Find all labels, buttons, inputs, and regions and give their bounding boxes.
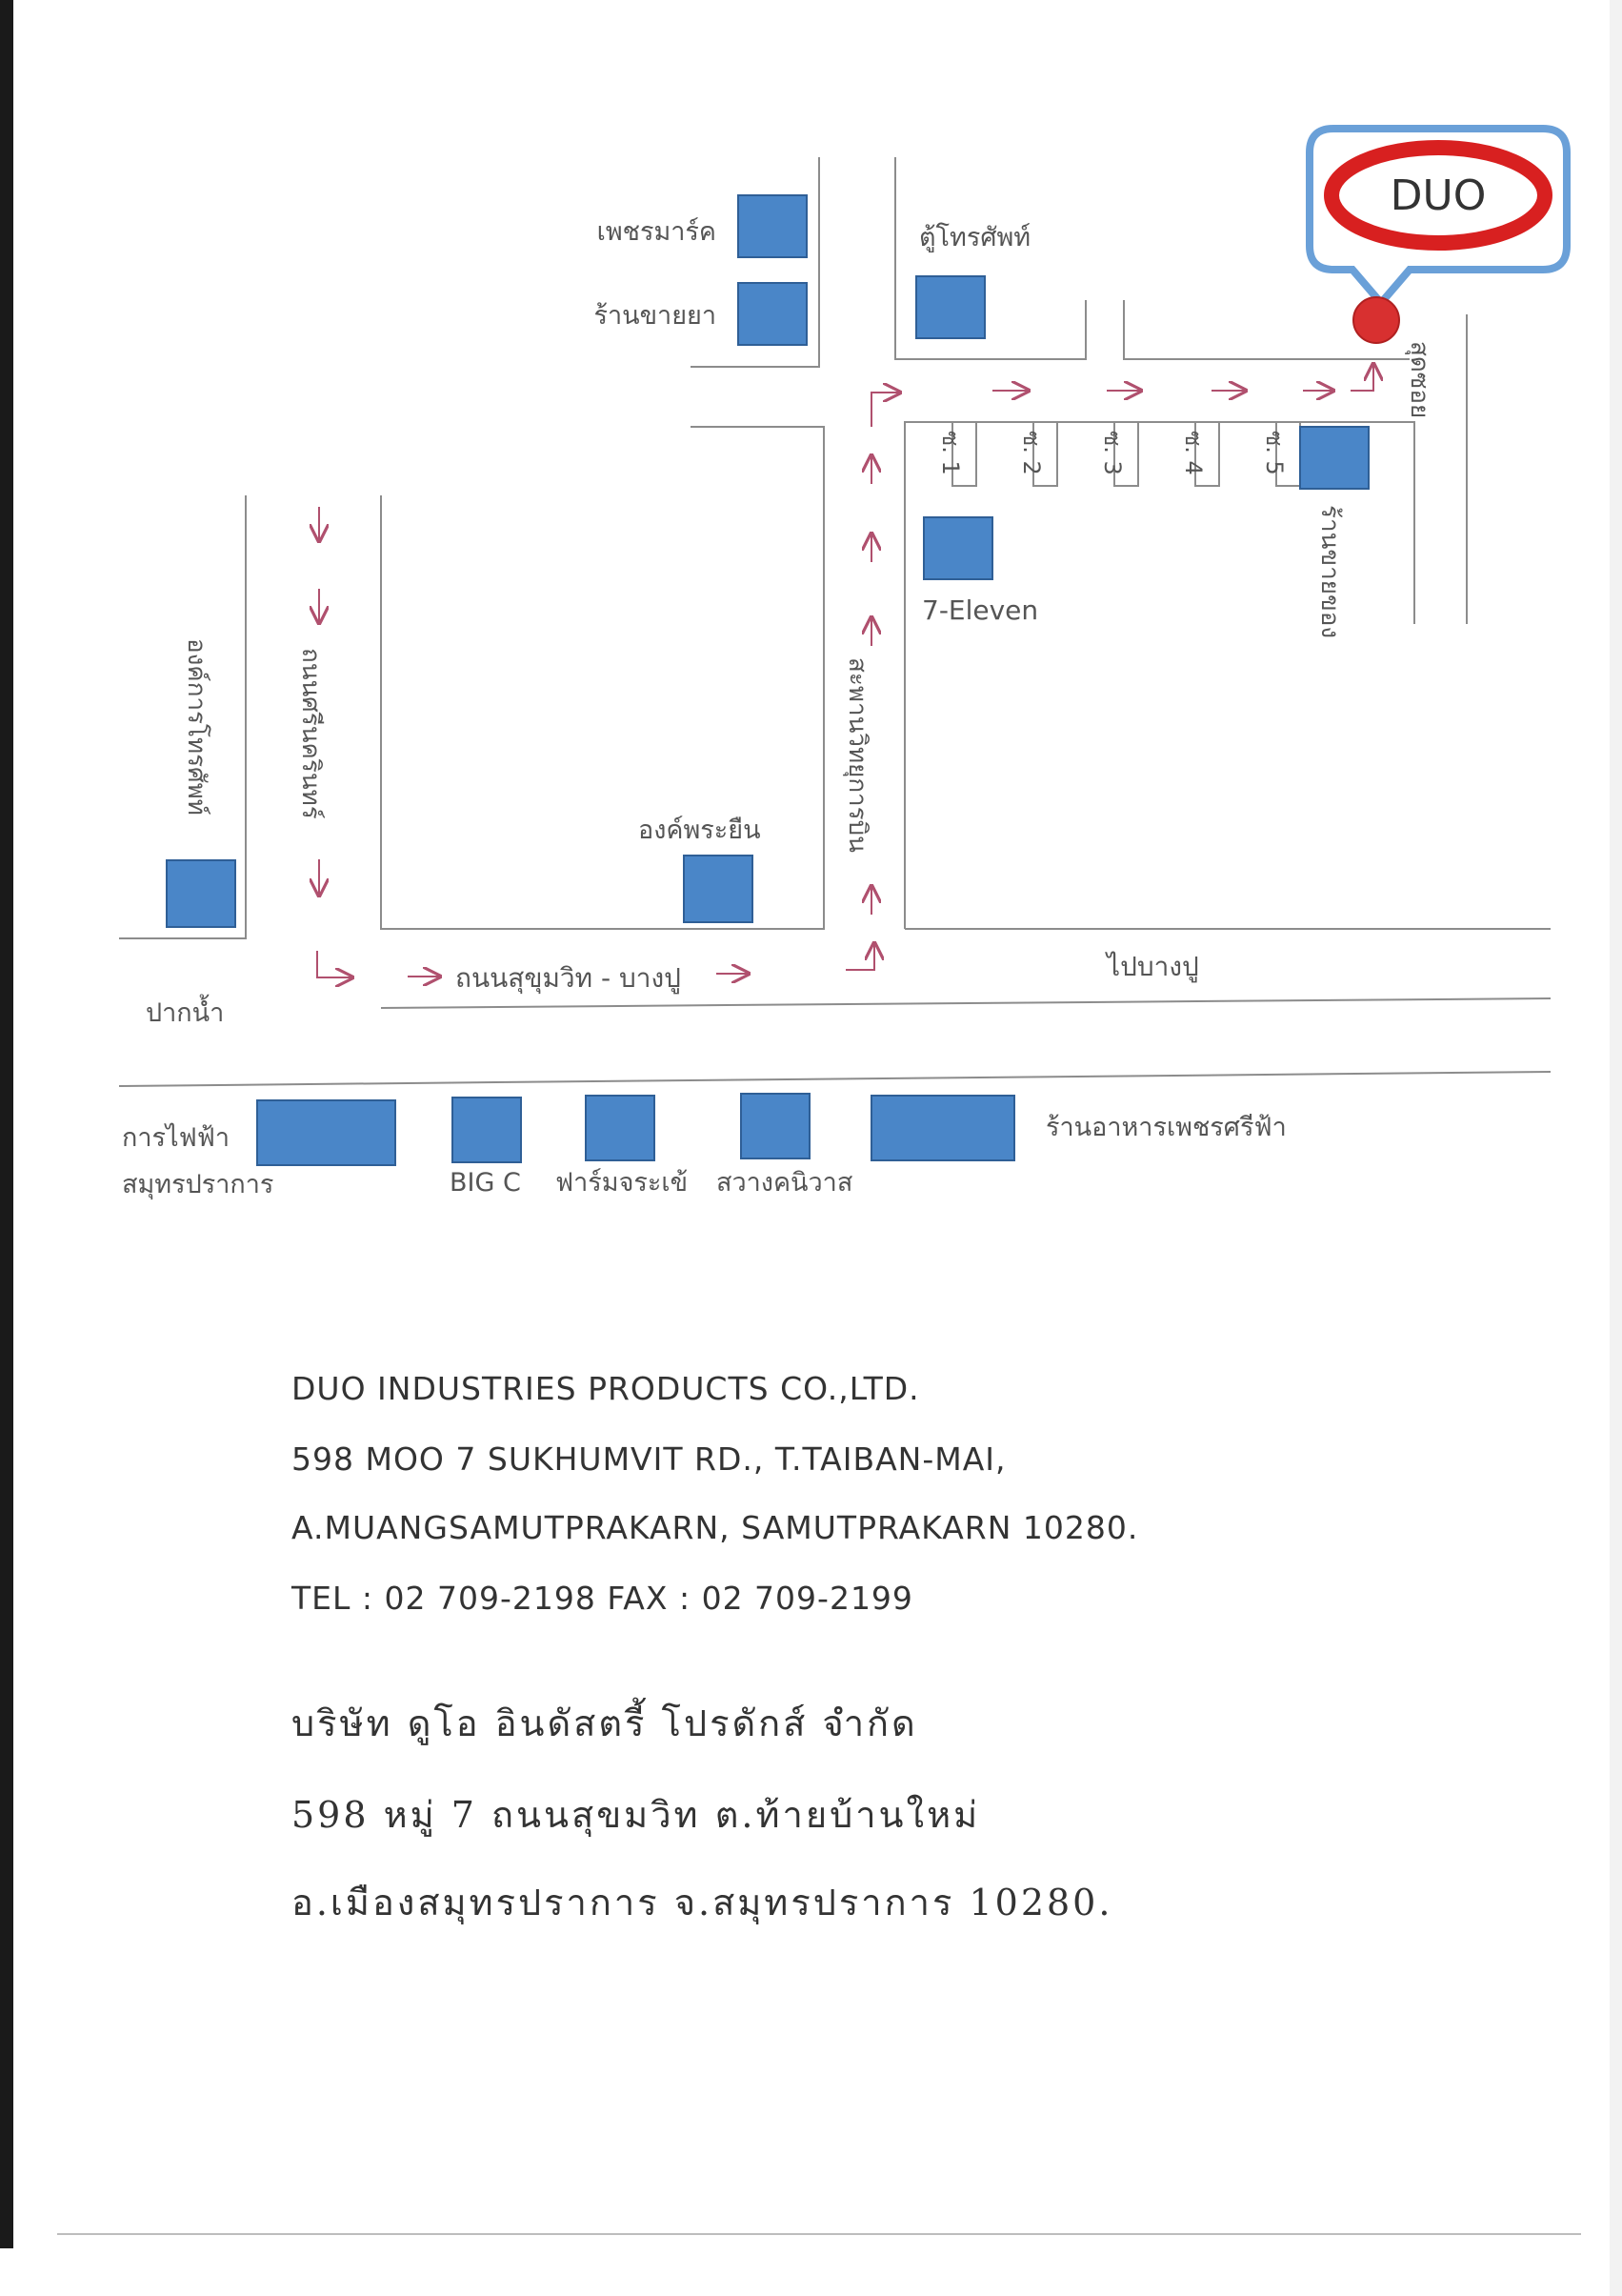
label-farm-chokchai: ฟาร์มจระเข้ [555, 1168, 689, 1198]
address-th-company: บริษัท ดูโอ อินดัสตรี้ โปรดักส์ จำกัด [291, 1702, 918, 1744]
building-grocery [1300, 427, 1369, 489]
label-soi-4: ซ. 4 [1180, 431, 1207, 475]
label-electricity: การไฟฟ้า [122, 1123, 230, 1153]
road-sukhumvit-south [381, 998, 1551, 1008]
address-en-company: DUO INDUSTRIES PRODUCTS CO.,LTD. [291, 1370, 920, 1407]
location-pin [1353, 297, 1399, 343]
label-7-eleven: 7-Eleven [922, 594, 1039, 626]
arrow-turn-north [846, 943, 874, 970]
label-soi-2: ซ. 2 [1018, 431, 1045, 475]
label-sawang-niwat: สวางคนิวาส [716, 1168, 853, 1198]
arrow-turn-east [317, 951, 352, 977]
building-telephone-org [167, 860, 235, 927]
building-pharmacy [738, 283, 807, 345]
label-restaurant: ร้านอาหารเพชรศรีฟ้า [1046, 1113, 1287, 1142]
building-sawang-niwat [741, 1094, 810, 1158]
address-en-contact: TEL : 02 709-2198 FAX : 02 709-2199 [291, 1580, 913, 1617]
building-restaurant [871, 1096, 1014, 1160]
label-sukhumvit-rd: ถนนสุขุมวิท - บางปู [455, 962, 681, 994]
building-electricity [257, 1100, 395, 1165]
label-soi-1: ซ. 1 [937, 431, 964, 475]
label-telephone-org: องค์การโทรศัพท์ [182, 638, 210, 816]
label-petch-mart: เพชรมาร์ค [596, 217, 716, 247]
building-farm-chokchai [586, 1096, 654, 1160]
address-en-district: A.MUANGSAMUTPRAKARN, SAMUTPRAKARN 10280. [291, 1509, 1139, 1546]
label-to-bangpu: ไปบางปู [1107, 951, 1199, 982]
label-phone-booth: ตู้โทรศัพท์ [919, 223, 1031, 252]
road-middle-block [381, 427, 824, 929]
arrow-turn-north-2 [1351, 364, 1373, 391]
logo-text: DUO [1390, 171, 1487, 220]
building-7-eleven [924, 517, 992, 579]
label-srinakarin-rd: ถนนศรีนครินทร์ [296, 648, 325, 819]
address-en-street: 598 MOO 7 SUKHUMVIT RD., T.TAIBAN-MAI, [291, 1440, 1007, 1478]
label-ong-phra-yuen: องค์พระยืน [638, 816, 761, 845]
arrow-turn-east-2 [871, 393, 900, 427]
label-soi-3: ซ. 3 [1099, 431, 1126, 475]
label-big-c: BIG C [450, 1168, 521, 1198]
road-soi-block [905, 422, 1414, 929]
label-soi-5: ซ. 5 [1261, 431, 1288, 475]
buildings [167, 195, 1369, 1165]
label-samutprakan: สมุทรปราการ [122, 1170, 274, 1199]
building-ong-phra-yuen [684, 856, 752, 922]
building-big-c [452, 1098, 521, 1162]
label-grocery: ร้านขายของ [1315, 505, 1344, 639]
label-paknam: ปากน้ำ [146, 998, 225, 1028]
duo-logo-callout [1310, 129, 1567, 343]
label-soi-end: สุดซอย [1405, 341, 1433, 419]
address-th-district: อ.เมืองสมุทรปราการ จ.สมุทรปราการ 10280. [291, 1882, 1113, 1923]
address-th-street: 598 หมู่ 7 ถนนสุขมวิท ต.ท้ายบ้านใหม่ [291, 1794, 981, 1836]
building-petch-mart [738, 195, 807, 257]
building-phone-booth [916, 276, 985, 338]
label-bridge: สะพานวิทยุการบิน [843, 657, 871, 853]
map-labels [122, 216, 1433, 1200]
road-frontage [119, 1072, 1551, 1086]
label-pharmacy: ร้านขายยา [593, 301, 716, 331]
